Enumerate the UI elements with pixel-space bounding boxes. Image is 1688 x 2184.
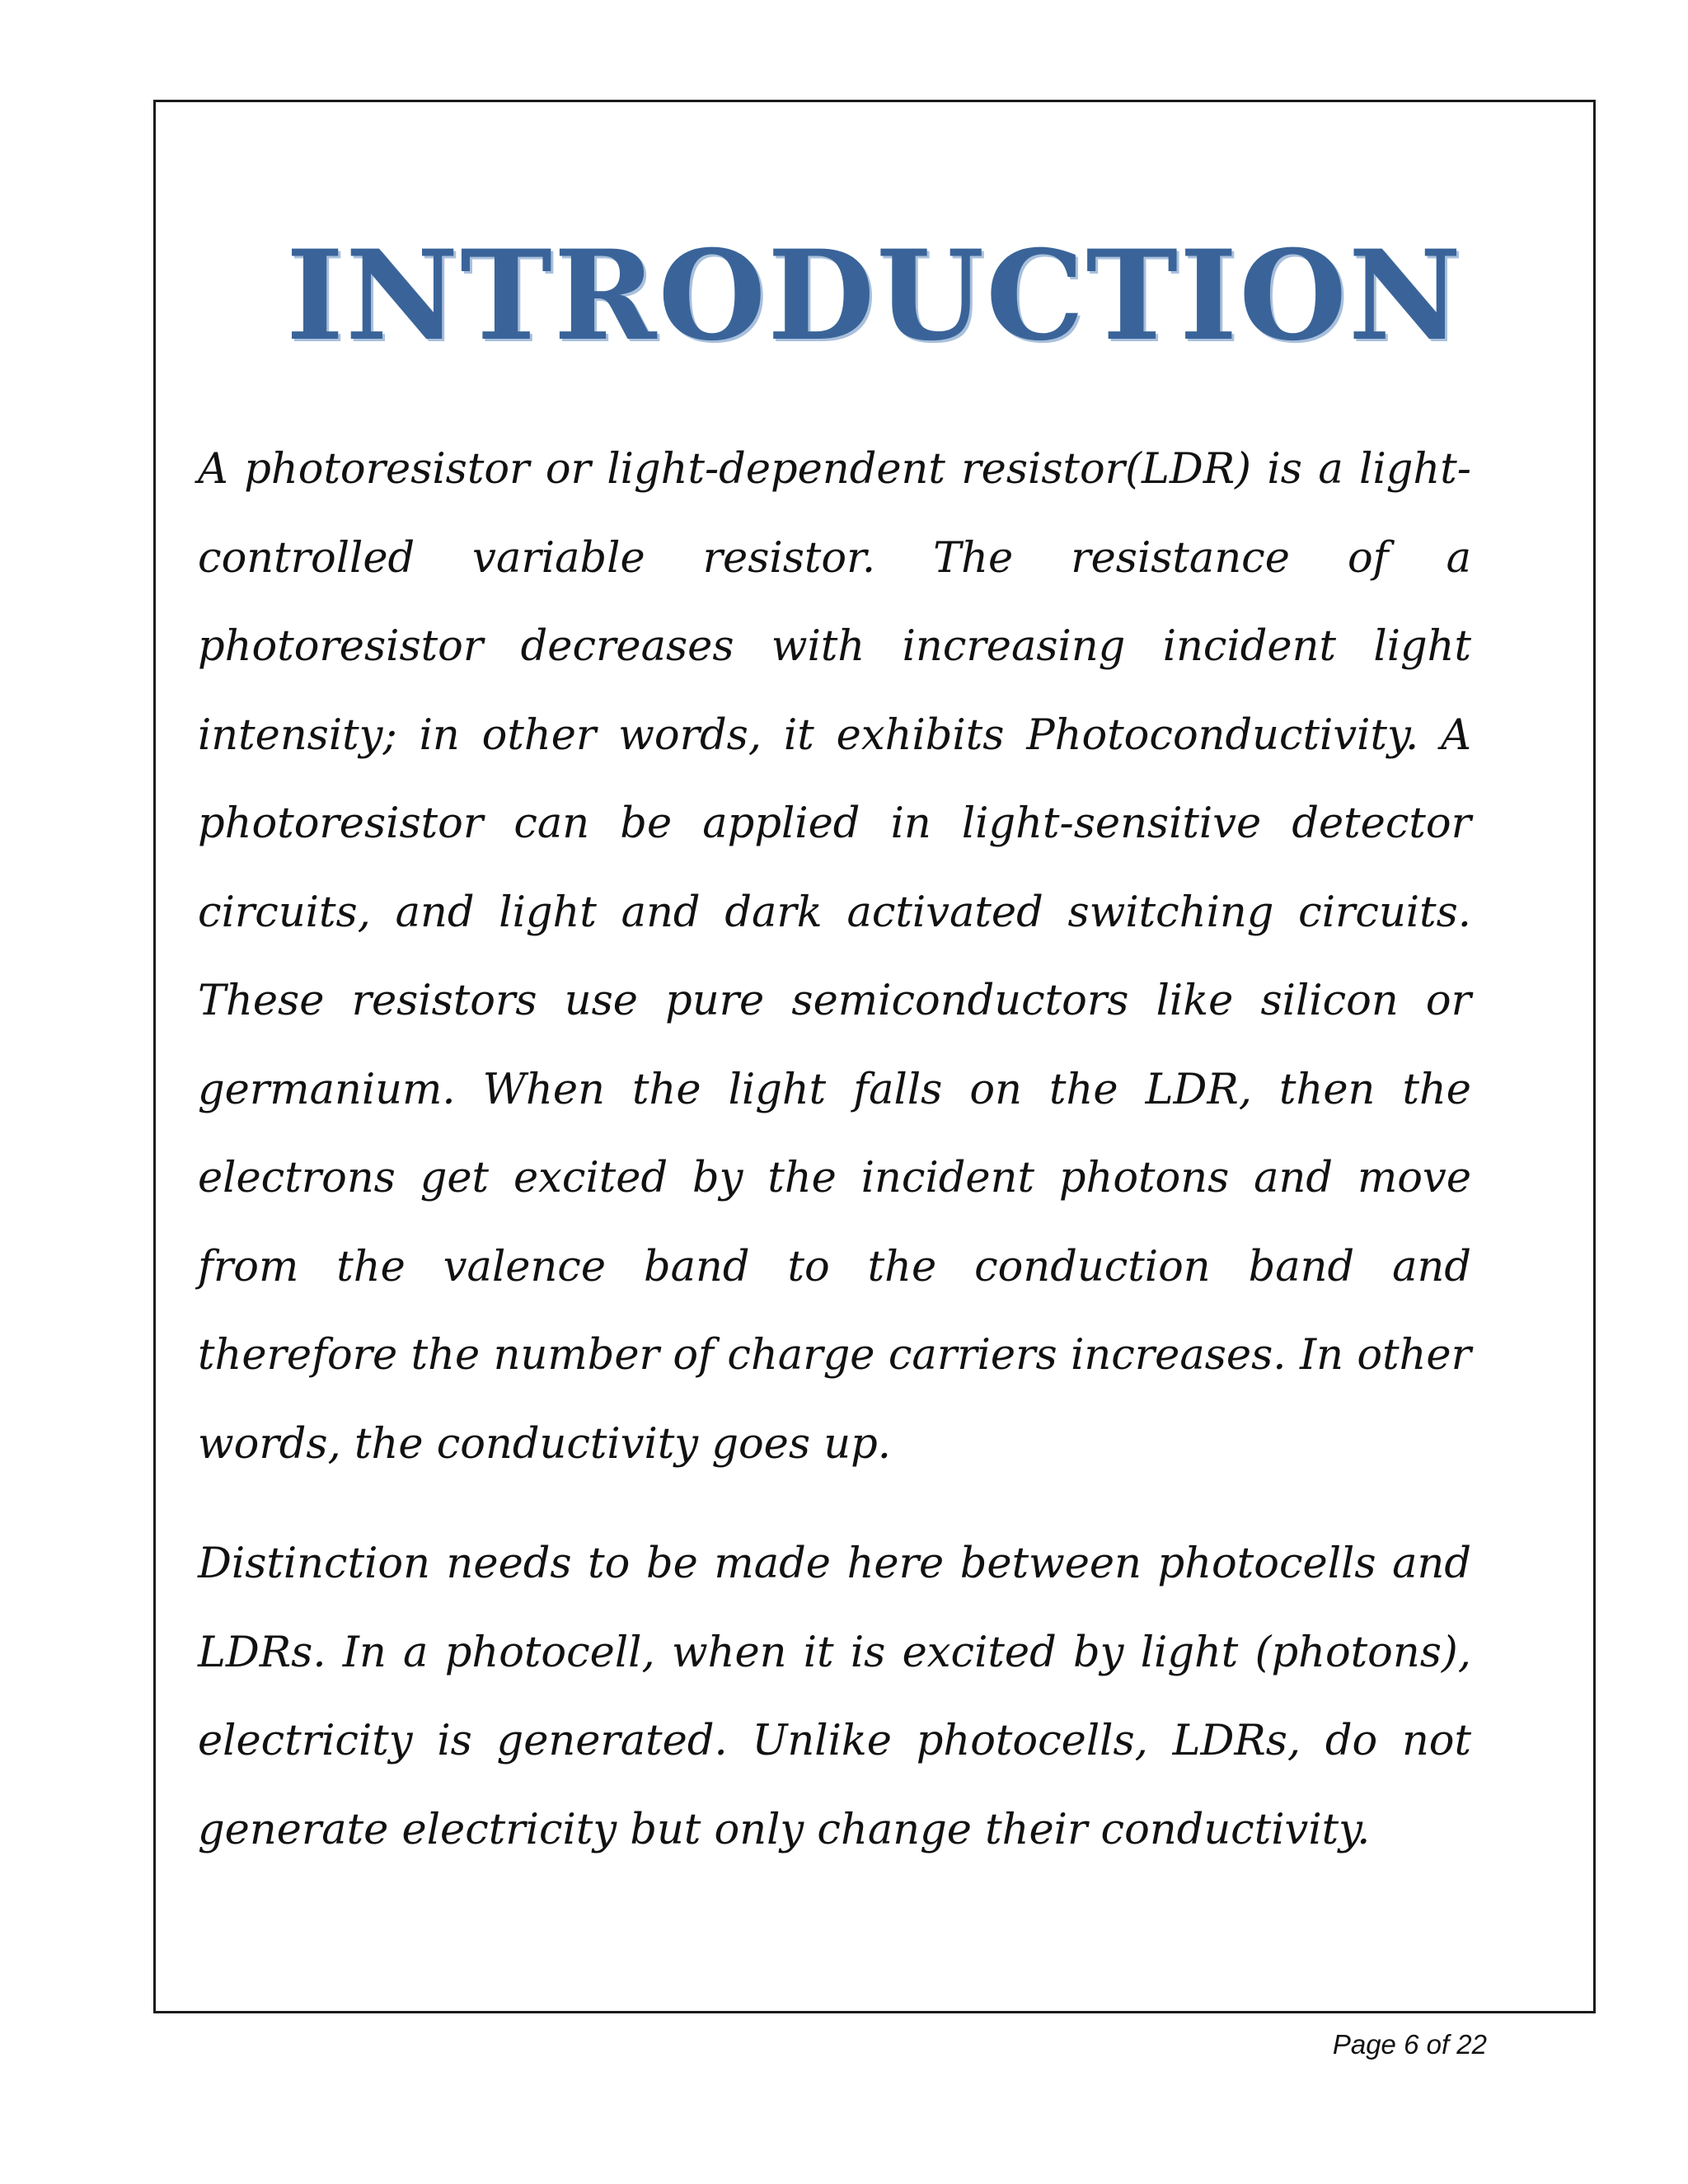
paragraph-photocell-distinction: Distinction needs to be made here between photocells and LDRs. In a photocell, when it is excited by light (photons), electricity is generated. Unlike photocells, LDRs, do not generate electricity but only change their conductivity.: [198, 1540, 1471, 1854]
page-title: INTRODUCTION: [285, 223, 1464, 368]
page-number-footer: Page 6 of 22: [1332, 2029, 1487, 2060]
page-border-frame: [153, 100, 1596, 2013]
paragraph-ldr-definition: A photoresistor or light-dependent resistor(LDR) is a light-controlled variable resistor. The resistance of a photoresistor decreases with increasing incident light intensity; in other words, it exhibits Photoconductivity. A photoresistor can be applied in light-sensitive detector circuits, and light and dark activated switching circuits. These resistors use pure semiconductors like silicon or germanium. When the light falls on the LDR, then the electrons get excited by the incident photons and move from the valence band to the conduction band and therefore the number of charge carriers increases. In other words, the conductivity goes up.: [198, 445, 1471, 1469]
